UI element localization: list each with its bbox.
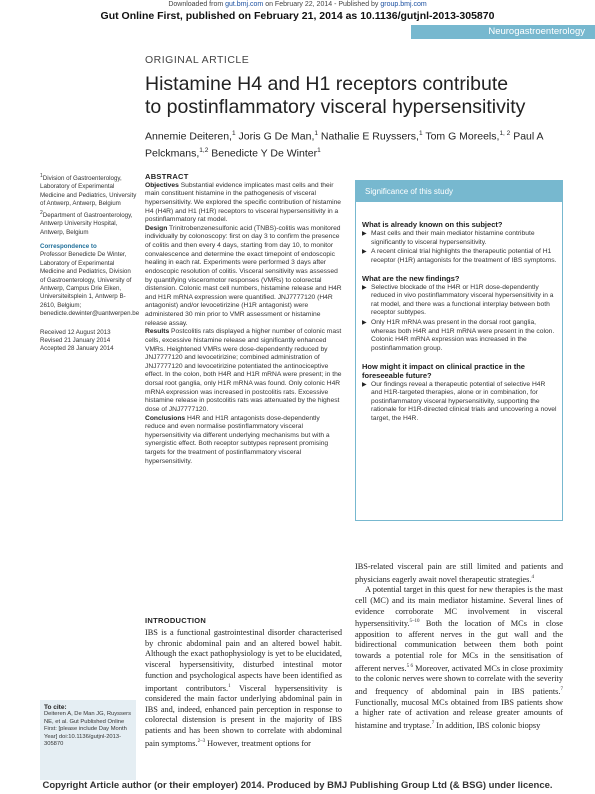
significance-list-item: ▶ A recent clinical trial highlights the therapeutic potential of H1 receptor (H1R) antagonists for the treatment of IBS symptoms. (362, 248, 557, 264)
author-name: Tom G Moreels, (425, 130, 500, 143)
author-affiliation-mark: 1, 2 (499, 130, 511, 137)
author-affiliation-mark: 1 (231, 130, 236, 137)
revised-date: Revised 21 January 2014 (40, 337, 111, 345)
citation-text: Deiteren A, De Man JG, Ruyssers NE, et al. Gut Published Online First: [please include Day Month Year] doi:10.1136/gutjnl-2013-305870 (44, 711, 131, 748)
bullet-arrow-icon: ▶ (362, 249, 367, 256)
affiliation-1: $^1$Division of Gastroenterology, Laboratory of Experimental Medicine and Pediatrics, University of Antwerp, Antwerp, Belgium (40, 173, 137, 208)
author-name: Joris G De Man, (238, 130, 315, 143)
article-title (145, 73, 565, 119)
introduction-right-column (355, 562, 563, 731)
abstract-objectives: Objectives Substantial evidence implicates mast cells and their main constituent histamine in the pathogenesis of visceral hypersensitivity. We explored the specific contribution of histamine H4 (H4R) and H1 (H1R) receptors to visceral hypersensitivity in a postinflammatory rat model. (145, 181, 342, 224)
author-affiliation-mark: 1 (314, 130, 318, 137)
doi: 10.1136/gutjnl-2013-305870 (360, 10, 495, 22)
citation-box (40, 700, 136, 780)
title-line-2: to postinflammatory visceral hypersensitivity (145, 96, 526, 118)
download-notice (0, 1, 595, 8)
author-list (145, 127, 585, 160)
bullet-arrow-icon: ▶ (362, 284, 367, 291)
intro-paragraph: A potential target in this quest for new therapies is the mast cell (MC) and its main mediator histamine. Several lines of evidence corroborate MC involvement in visceral hypersensitivity.$^{5-10}$ Both the location of MCs in close apposition to afferent nerves in the gut wall and the bidirectional communication between them both point towards a potential role for MCs in the sensitisation of afferent nerves.$^{5 6}$ Moreover, activated MCs in close proximity to the colonic nerves were shown to correlate with the severity and frequency of abdominal pain in IBS patients.$^7$ Functionally, mucosal MCs obtained from IBS patients show a higher rate of activation and release greater amounts of histamine and tryptase.$^7$ In addition, IBS colonic biopsy (355, 585, 563, 730)
question-new-findings: What are the new findings? (362, 273, 460, 283)
significance-list-item: ▶ Selective blockade of the H4R or H1R dose-dependently reduced in vivo postinflammatory visceral hypersensitivity in a rat model, and there was a functional interplay between both receptor subtypes. (362, 283, 554, 317)
abstract-conclusions: Conclusions H4R and H1R antagonists dose-dependently reduce and even normalise postinflammatory visceral hypersensitivity via different underlying mechanisms but with a synergistic effect. Both receptor subtypes represent promising targets for the treatment of postinflammatory visceral hypersensitivity. (145, 414, 330, 465)
received-date: Received 12 August 2013 (40, 328, 111, 336)
question-clinical-impact: How might it impact on clinical practice in the foreseeable future? (362, 361, 525, 380)
history-dates (40, 329, 137, 354)
question-known: What is already known on this subject? (362, 220, 503, 229)
author-name: Paul A Pelckmans, (145, 130, 543, 159)
abstract-results: Results Postcolitis rats displayed a higher number of colonic mast cells, excessive histamine release and significantly enhanced VMRs. Heightened VMRs were dose-dependently reduced by JNJ7777120 and levocetirizine; combined administration of JNJ7777120 and levocetirizine potentiated the antinociceptive effect. In the colon, both H4R and H1R mRNA were present; in the dorsal root ganglia, only H1R mRNA was found. Only colonic H4R mRNA expression was increased in postcolitis rats. Excessive histamine release in postcolitis rats was attenuated by the highest dose of JNJ7777120. (145, 328, 342, 413)
abstract-heading: ABSTRACT (145, 172, 189, 181)
correspondence-text: Professor Benedicte De Winter, Laboratory of Experimental Medicine and Pediatrics, Division of Gastroenterology, University of Antwerp, Campus Drie Eiken, Universiteitsplein 1, Antwerp B-2610, Belgium; benedicte.dewinter@uantwerpen.be (40, 251, 140, 318)
title-line-1: Histamine H4 and H1 receptors contribute (145, 73, 509, 95)
introduction-left-column: IBS is a functional gastrointestinal disorder characterised by chronic abdominal pain and an altered bowel habit. Although the exact pathophysiology is yet to be elucidated, visceral hypersensitivity, disturbed intestinal motor function and psychological aspects have been identified as important contributors.$^1$ Visceral hypersensitivity is considered the main factor underlying abdominal pain in IBS and, indeed, enhanced pain perception in response to colorectal distension is present in the majority of IBS patients and has been shown to correlate with abdominal pain symptoms.$^{2-3}$ However, treatment options for (145, 628, 343, 748)
author-affiliation-mark: 1 (317, 146, 321, 154)
author-name: Benedicte Y De Winter (211, 147, 318, 159)
significance-list-item: ▶ Only H1R mRNA was present in the dorsal root ganglia, whereas both H4R and H1R mRNA were present in the colon. Colonic H4R mRNA expression was increased in the postinflammation group. (362, 319, 555, 352)
affiliation-2: $^2$Department of Gastroenterology, Antwerp University Hospital, Antwerp, Belgium (40, 209, 133, 236)
download-prefix: Downloaded from (168, 1, 226, 8)
article-type: ORIGINAL ARTICLE (145, 54, 250, 66)
introduction-heading: INTRODUCTION (145, 616, 207, 625)
bullet-arrow-icon: ▶ (362, 320, 367, 326)
online-prefix: Gut Online First, published on February 21, 2014 as (100, 10, 361, 22)
section-label: Neurogastroenterology (411, 25, 595, 39)
author-name: Nathalie E Ruyssers, (320, 130, 419, 143)
citation-heading: To cite: (44, 704, 67, 711)
significance-body (356, 202, 562, 424)
copyright-footer: Copyright Article author (or their employer) 2014. Produced by BMJ Publishing Group Ltd (& BSG) under licence. (42, 780, 553, 791)
bullet-arrow-icon: ▶ (362, 231, 367, 237)
intro-paragraph: IBS-related visceral pain are still limited and patients and physicians eagerly await novel therapeutic strategies.$^4$ (355, 562, 563, 584)
significance-list-item: ▶ Mast cells and their main mediator histamine contribute significantly to visceral hypersensitivity. (362, 230, 535, 246)
author-name: Annemie Deiteren, (145, 130, 232, 143)
correspondence-heading: Correspondence to (40, 242, 97, 250)
download-middle: on February 22, 2014 - Published by (263, 1, 381, 8)
group-link[interactable]: group.bmj.com (380, 1, 427, 8)
significance-box (355, 180, 563, 521)
significance-list-item: ▶ Our findings reveal a therapeutic potential of selective H4R and H1R-targeted therapies, alone or in combination, for postinflammatory visceral hypersensitivity, supporting the rationale for H1R-directed clinical trials and uncovering a novel target, the H4R. (362, 380, 557, 422)
significance-heading: Significance of this study (356, 181, 562, 202)
online-first-notice (0, 10, 595, 22)
affiliations-sidebar (40, 172, 140, 354)
author-affiliation-mark: 1 (418, 130, 423, 137)
author-affiliation-mark: 1,2 (199, 146, 209, 154)
gut-link[interactable]: gut.bmj.com (225, 1, 264, 8)
abstract (145, 173, 342, 466)
bullet-arrow-icon: ▶ (362, 381, 367, 388)
accepted-date: Accepted 28 January 2014 (40, 345, 114, 353)
abstract-design: Design Trinitrobenzenesulfonic acid (TNBS)-colitis was monitored individually by colonoscopy: first on day 3 to confirm the presence of colitis and then every 4 days, starting from day 10, to monitor convalescence and determine the exact timepoint of endoscopic healing in each rat. Experiments were performed 3 days after endoscopic resolution of colitis. Visceral sensitivity was assessed by quantifying visceromotor responses (VMRs) to colorectal distension. Colonic mast cell numbers, histamine release and H4R and H1R mRNA expression were quantified. JNJ7777120 (H4R antagonist) and/or levocetirizine (H1R antagonist) were administered 30 min prior to VMR assessment or histamine release assay. (145, 224, 342, 327)
